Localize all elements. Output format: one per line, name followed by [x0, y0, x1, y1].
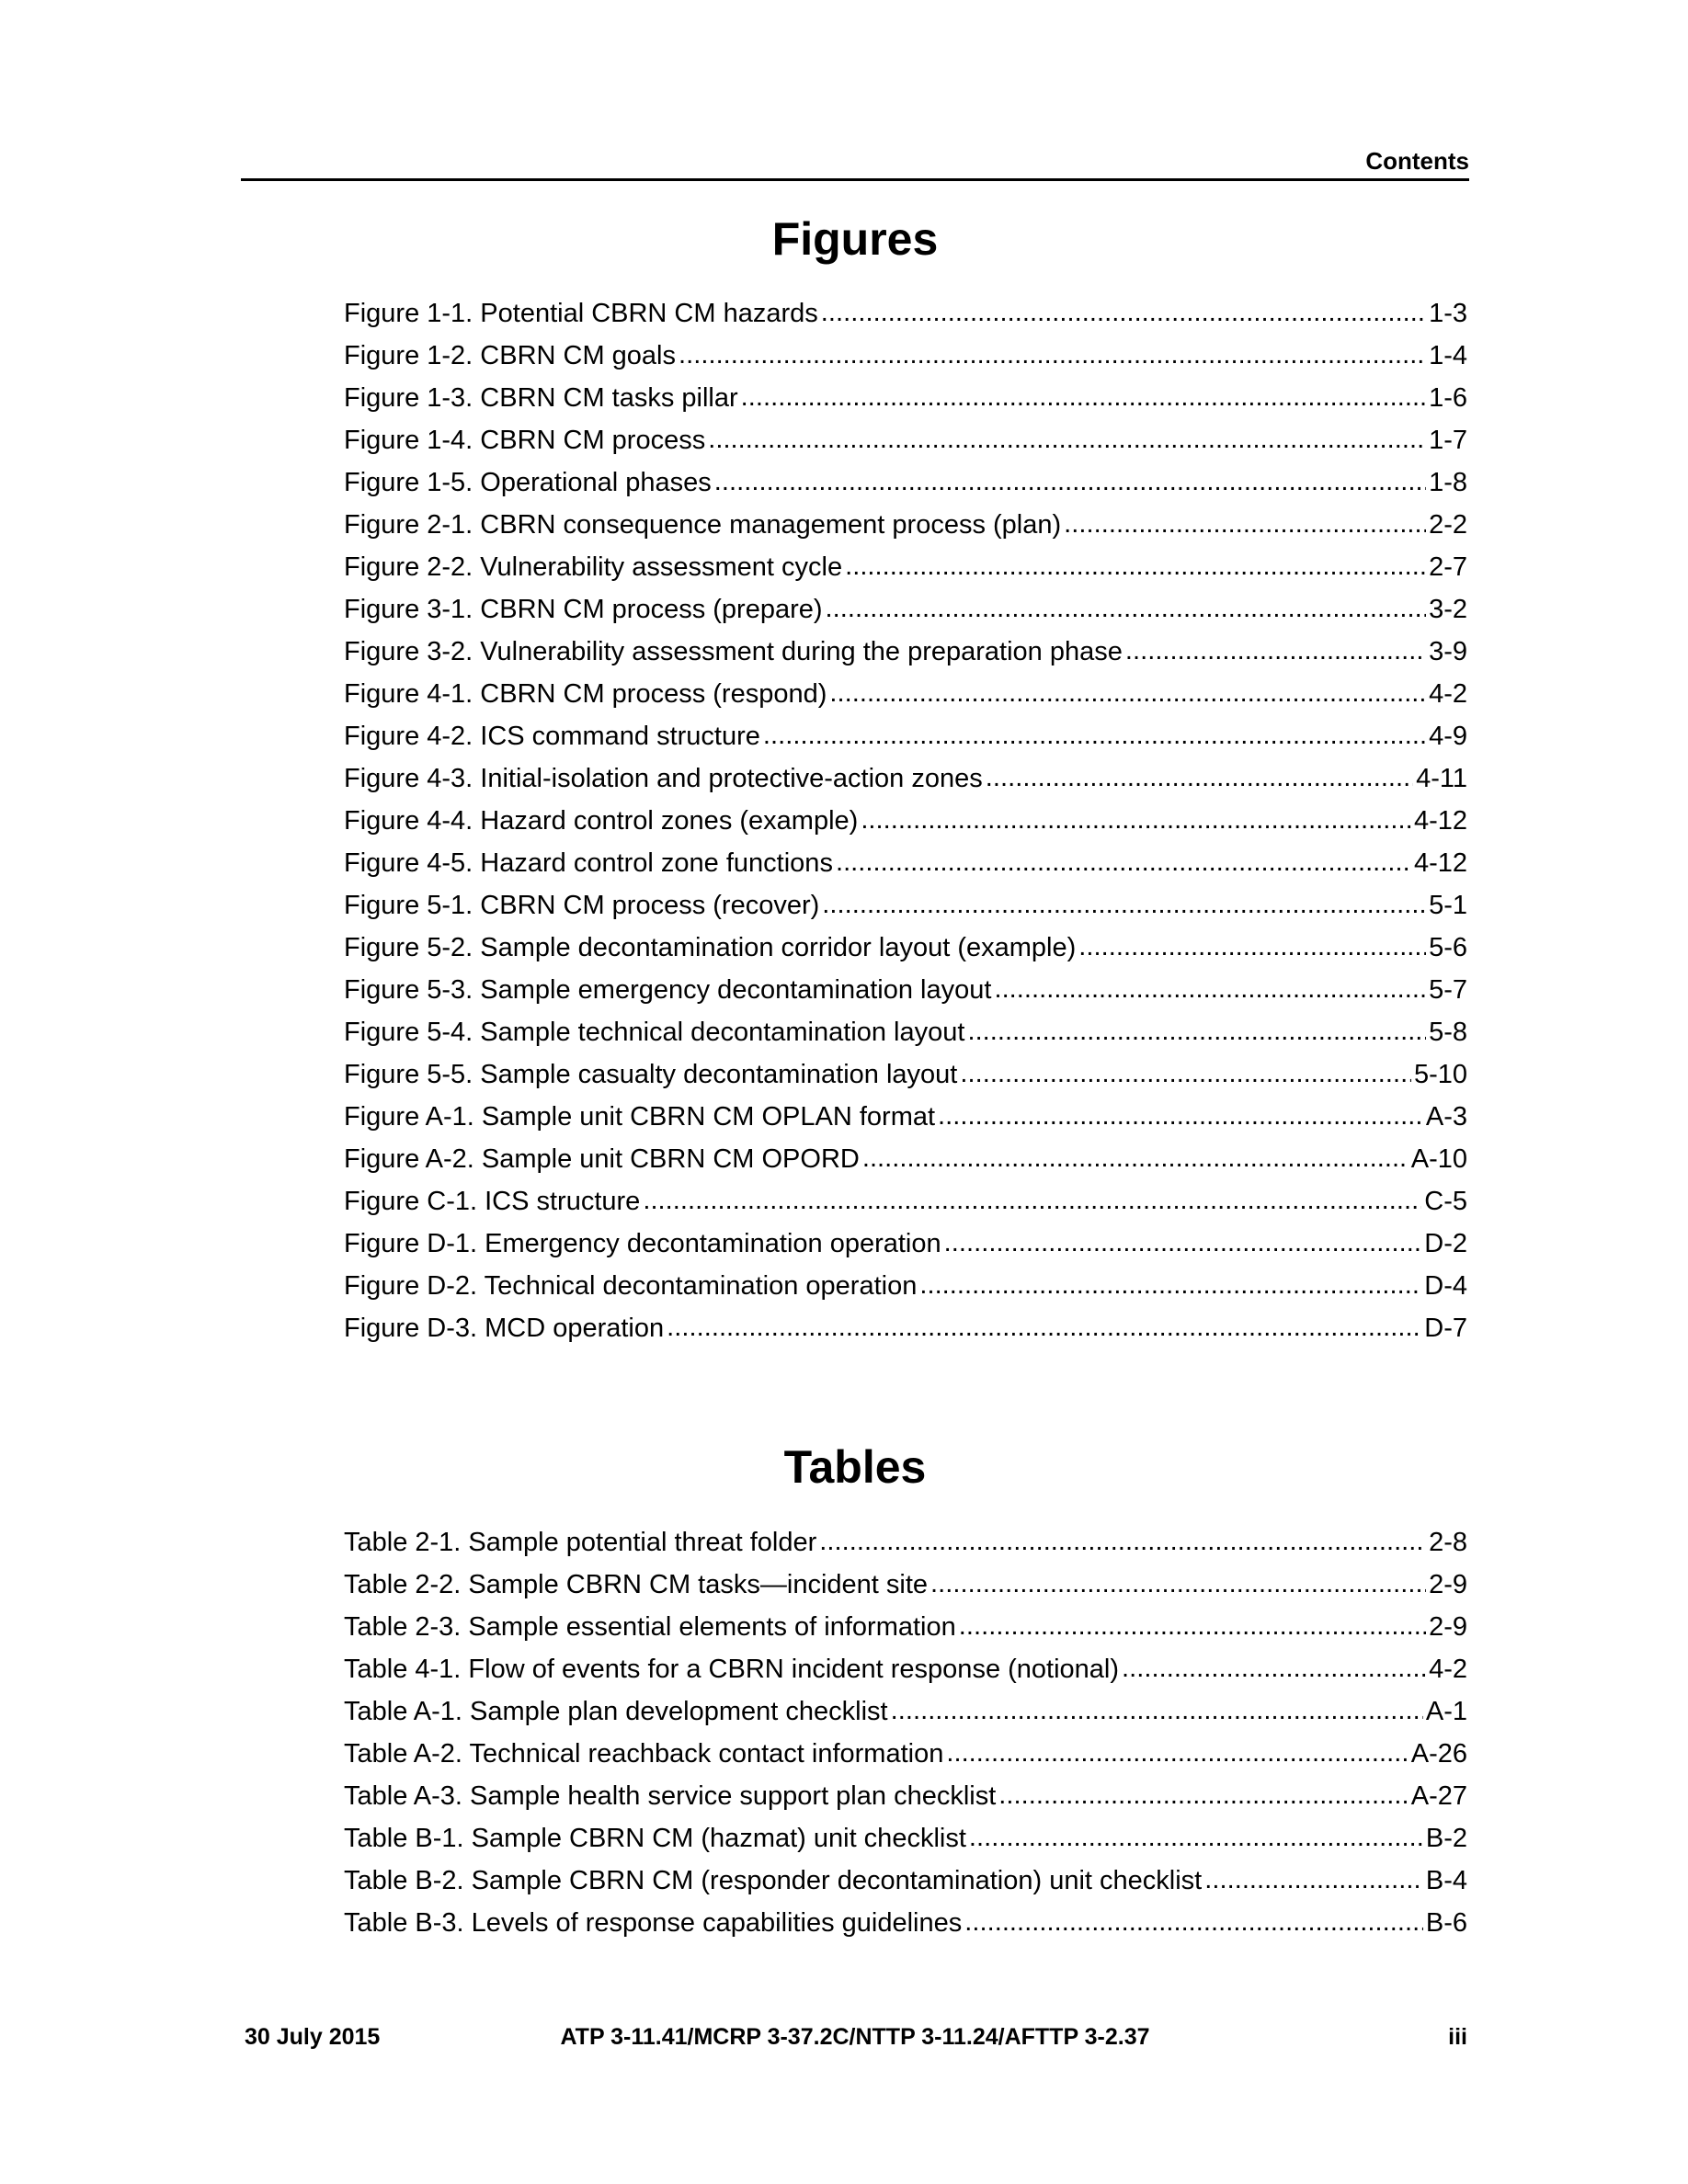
- figure-entry[interactable]: [344, 1265, 1467, 1307]
- dot-leader: [919, 1264, 1421, 1306]
- dot-leader: [708, 418, 1426, 461]
- dot-leader: [862, 1137, 1409, 1179]
- dot-leader: [1078, 926, 1426, 968]
- figure-entry-label: Figure 1-3. CBRN CM tasks pillar: [344, 383, 738, 413]
- figure-entry-label: Figure 3-1. CBRN CM process (prepare): [344, 595, 823, 624]
- figure-entry-page: 5-1: [1429, 891, 1467, 920]
- table-entry-page: B-4: [1425, 1866, 1467, 1895]
- table-entry-page: 2-9: [1429, 1570, 1467, 1599]
- table-entry-label: Table 2-3. Sample essential elements of information: [344, 1612, 956, 1642]
- figure-entry-label: Figure 5-2. Sample decontamination corridor layout (example): [344, 933, 1077, 962]
- dot-leader: [1125, 630, 1426, 672]
- table-entry-label: Table A-3. Sample health service support plan checklist: [344, 1781, 997, 1811]
- table-entry[interactable]: [344, 1817, 1467, 1860]
- figure-entry-page: 5-7: [1429, 975, 1467, 1005]
- figure-entry-label: Figure 1-5. Operational phases: [344, 468, 712, 497]
- dot-leader: [938, 1095, 1423, 1137]
- dot-leader: [667, 1306, 1421, 1348]
- table-entry-label: Table 2-2. Sample CBRN CM tasks—incident site: [344, 1570, 929, 1599]
- table-entry-page: 2-9: [1429, 1612, 1467, 1642]
- figures-title: Figures: [771, 213, 939, 265]
- running-head: Contents: [1365, 147, 1469, 175]
- dot-leader: [741, 376, 1426, 418]
- figure-entry-page: 5-10: [1413, 1060, 1467, 1089]
- figure-entry-page: 4-12: [1413, 806, 1467, 836]
- figure-entry-label: Figure 3-2. Vulnerability assessment during the preparation phase: [344, 637, 1123, 666]
- figure-entry[interactable]: [344, 969, 1467, 1011]
- figure-entry-page: 1-4: [1429, 341, 1467, 370]
- dot-leader: [819, 1520, 1426, 1563]
- figure-entry-page: A-3: [1425, 1102, 1467, 1132]
- figure-entry[interactable]: [344, 631, 1467, 673]
- table-entry[interactable]: [344, 1775, 1467, 1817]
- dot-leader: [821, 291, 1426, 334]
- dot-leader: [679, 334, 1426, 376]
- figure-entry[interactable]: [344, 588, 1467, 631]
- figure-entry[interactable]: [344, 1180, 1467, 1223]
- table-entry[interactable]: [344, 1564, 1467, 1606]
- table-entry-page: A-26: [1410, 1739, 1467, 1769]
- dot-leader: [643, 1179, 1421, 1222]
- figure-entry-page: 3-9: [1429, 637, 1467, 666]
- table-entry-label: Table A-1. Sample plan development checklist: [344, 1697, 888, 1726]
- figure-entry[interactable]: [344, 461, 1467, 504]
- table-entry-label: Table B-3. Levels of response capabilities guidelines: [344, 1908, 963, 1938]
- dot-leader: [960, 1052, 1411, 1095]
- table-entry[interactable]: [344, 1860, 1467, 1902]
- figure-entry-page: A-10: [1410, 1144, 1467, 1174]
- figure-entry-page: 2-7: [1429, 552, 1467, 582]
- figure-entry-label: Figure 2-2. Vulnerability assessment cycle: [344, 552, 843, 582]
- figure-entry[interactable]: [344, 1307, 1467, 1349]
- figure-entry-page: 4-11: [1416, 764, 1467, 793]
- figure-entry[interactable]: [344, 1223, 1467, 1265]
- figure-entry-label: Figure 4-5. Hazard control zone functions: [344, 848, 833, 878]
- figure-entry[interactable]: [344, 292, 1467, 335]
- figure-entry-label: Figure 5-1. CBRN CM process (recover): [344, 891, 820, 920]
- figure-entry[interactable]: [344, 504, 1467, 546]
- figure-entry-label: Figure 2-1. CBRN consequence management process (plan): [344, 510, 1062, 540]
- figure-entry[interactable]: [344, 884, 1467, 927]
- figure-entry-label: Figure 4-3. Initial-isolation and protective-action zones: [344, 764, 983, 793]
- figure-entry-page: 1-8: [1429, 468, 1467, 497]
- figure-entry-label: Figure 5-3. Sample emergency decontamination layout: [344, 975, 992, 1005]
- table-entry-label: Table B-2. Sample CBRN CM (responder decontamination) unit checklist: [344, 1866, 1203, 1895]
- dot-leader: [829, 672, 1426, 714]
- table-entry[interactable]: [344, 1690, 1467, 1733]
- dot-leader: [986, 756, 1413, 799]
- table-entry-page: A-1: [1425, 1697, 1467, 1726]
- dot-leader: [826, 587, 1427, 630]
- figure-entry-page: D-4: [1424, 1271, 1467, 1301]
- table-entry-page: 4-2: [1429, 1655, 1467, 1684]
- figure-entry[interactable]: [344, 419, 1467, 461]
- table-entry[interactable]: [344, 1733, 1467, 1775]
- dot-leader: [967, 1010, 1426, 1052]
- figure-entry-label: Figure 1-2. CBRN CM goals: [344, 341, 676, 370]
- footer-date: 30 July 2015: [245, 2024, 381, 2050]
- figure-entry-label: Figure D-2. Technical decontamination operation: [344, 1271, 918, 1301]
- table-entry-page: A-27: [1410, 1781, 1467, 1811]
- figure-entry-label: Figure A-1. Sample unit CBRN CM OPLAN format: [344, 1102, 936, 1132]
- table-entry[interactable]: [344, 1902, 1467, 1944]
- figure-entry[interactable]: [344, 1138, 1467, 1180]
- footer-publication-number: ATP 3-11.41/MCRP 3-37.2C/NTTP 3-11.24/AFTTP 3-2.37: [560, 2024, 1150, 2050]
- figure-entry[interactable]: [344, 335, 1467, 377]
- figure-entry[interactable]: [344, 1053, 1467, 1096]
- figure-entry-page: 4-12: [1413, 848, 1467, 878]
- figure-entry[interactable]: [344, 715, 1467, 757]
- table-entry-label: Table A-2. Technical reachback contact information: [344, 1739, 944, 1769]
- dot-leader: [1122, 1647, 1426, 1689]
- figure-entry-page: D-2: [1424, 1229, 1467, 1258]
- dot-leader: [998, 1774, 1408, 1816]
- figure-entry-page: 4-9: [1429, 722, 1467, 751]
- figure-entry[interactable]: [344, 757, 1467, 800]
- dot-leader: [964, 1901, 1423, 1943]
- figure-entry[interactable]: [344, 800, 1467, 842]
- figure-entry-page: 5-6: [1429, 933, 1467, 962]
- dot-leader: [959, 1605, 1426, 1647]
- table-entry-label: Table B-1. Sample CBRN CM (hazmat) unit checklist: [344, 1824, 966, 1853]
- figure-entry[interactable]: [344, 842, 1467, 884]
- dot-leader: [930, 1563, 1426, 1605]
- figure-entry[interactable]: [344, 1011, 1467, 1053]
- figure-entry[interactable]: [344, 1096, 1467, 1138]
- figure-entry-label: Figure 4-4. Hazard control zones (example): [344, 806, 859, 836]
- figure-entry-label: Figure 4-1. CBRN CM process (respond): [344, 679, 827, 709]
- dot-leader: [822, 883, 1426, 926]
- table-entry-page: B-2: [1425, 1824, 1467, 1853]
- figure-entry-page: C-5: [1424, 1187, 1467, 1216]
- figure-entry-page: 1-6: [1429, 383, 1467, 413]
- figures-list: [344, 292, 1467, 1349]
- dot-leader: [714, 461, 1426, 503]
- figure-entry-page: 1-3: [1429, 299, 1467, 328]
- figure-entry-label: Figure C-1. ICS structure: [344, 1187, 641, 1216]
- figure-entry-page: 1-7: [1429, 426, 1467, 455]
- dot-leader: [969, 1816, 1423, 1859]
- table-entry[interactable]: [344, 1521, 1467, 1564]
- figure-entry-page: D-7: [1424, 1314, 1467, 1343]
- figure-entry-label: Figure A-2. Sample unit CBRN CM OPORD: [344, 1144, 860, 1174]
- page-footer: [241, 2022, 1469, 2052]
- dot-leader: [836, 841, 1411, 883]
- figure-entry-label: Figure 5-5. Sample casualty decontamination layout: [344, 1060, 958, 1089]
- figure-entry[interactable]: [344, 673, 1467, 715]
- table-entry[interactable]: [344, 1648, 1467, 1690]
- dot-leader: [845, 545, 1426, 587]
- figure-entry-label: Figure D-1. Emergency decontamination operation: [344, 1229, 941, 1258]
- figure-entry[interactable]: [344, 927, 1467, 969]
- figure-entry-label: Figure 4-2. ICS command structure: [344, 722, 760, 751]
- dot-leader: [944, 1222, 1422, 1264]
- table-entry[interactable]: [344, 1606, 1467, 1648]
- dot-leader: [861, 799, 1411, 841]
- footer-page-number: iii: [1448, 2024, 1467, 2050]
- tables-list: [344, 1521, 1467, 1944]
- tables-title: Tables: [783, 1441, 927, 1493]
- header-rule: [241, 178, 1469, 181]
- figure-entry-page: 4-2: [1429, 679, 1467, 709]
- figure-entry-label: Figure D-3. MCD operation: [344, 1314, 665, 1343]
- figure-entry-page: 5-8: [1429, 1018, 1467, 1047]
- figure-entry-page: 3-2: [1429, 595, 1467, 624]
- figure-entry-label: Figure 1-4. CBRN CM process: [344, 426, 706, 455]
- figure-entry-page: 2-2: [1429, 510, 1467, 540]
- figure-entry[interactable]: [344, 546, 1467, 588]
- dot-leader: [763, 714, 1426, 756]
- table-entry-page: 2-8: [1429, 1528, 1467, 1557]
- dot-leader: [994, 968, 1426, 1010]
- dot-leader: [946, 1732, 1408, 1774]
- figure-entry-label: Figure 5-4. Sample technical decontamination layout: [344, 1018, 965, 1047]
- dot-leader: [1204, 1859, 1423, 1901]
- table-entry-page: B-6: [1425, 1908, 1467, 1938]
- dot-leader: [891, 1689, 1423, 1732]
- table-entry-label: Table 2-1. Sample potential threat folder: [344, 1528, 817, 1557]
- dot-leader: [1064, 503, 1426, 545]
- figure-entry[interactable]: [344, 377, 1467, 419]
- table-entry-label: Table 4-1. Flow of events for a CBRN incident response (notional): [344, 1655, 1120, 1684]
- figure-entry-label: Figure 1-1. Potential CBRN CM hazards: [344, 299, 818, 328]
